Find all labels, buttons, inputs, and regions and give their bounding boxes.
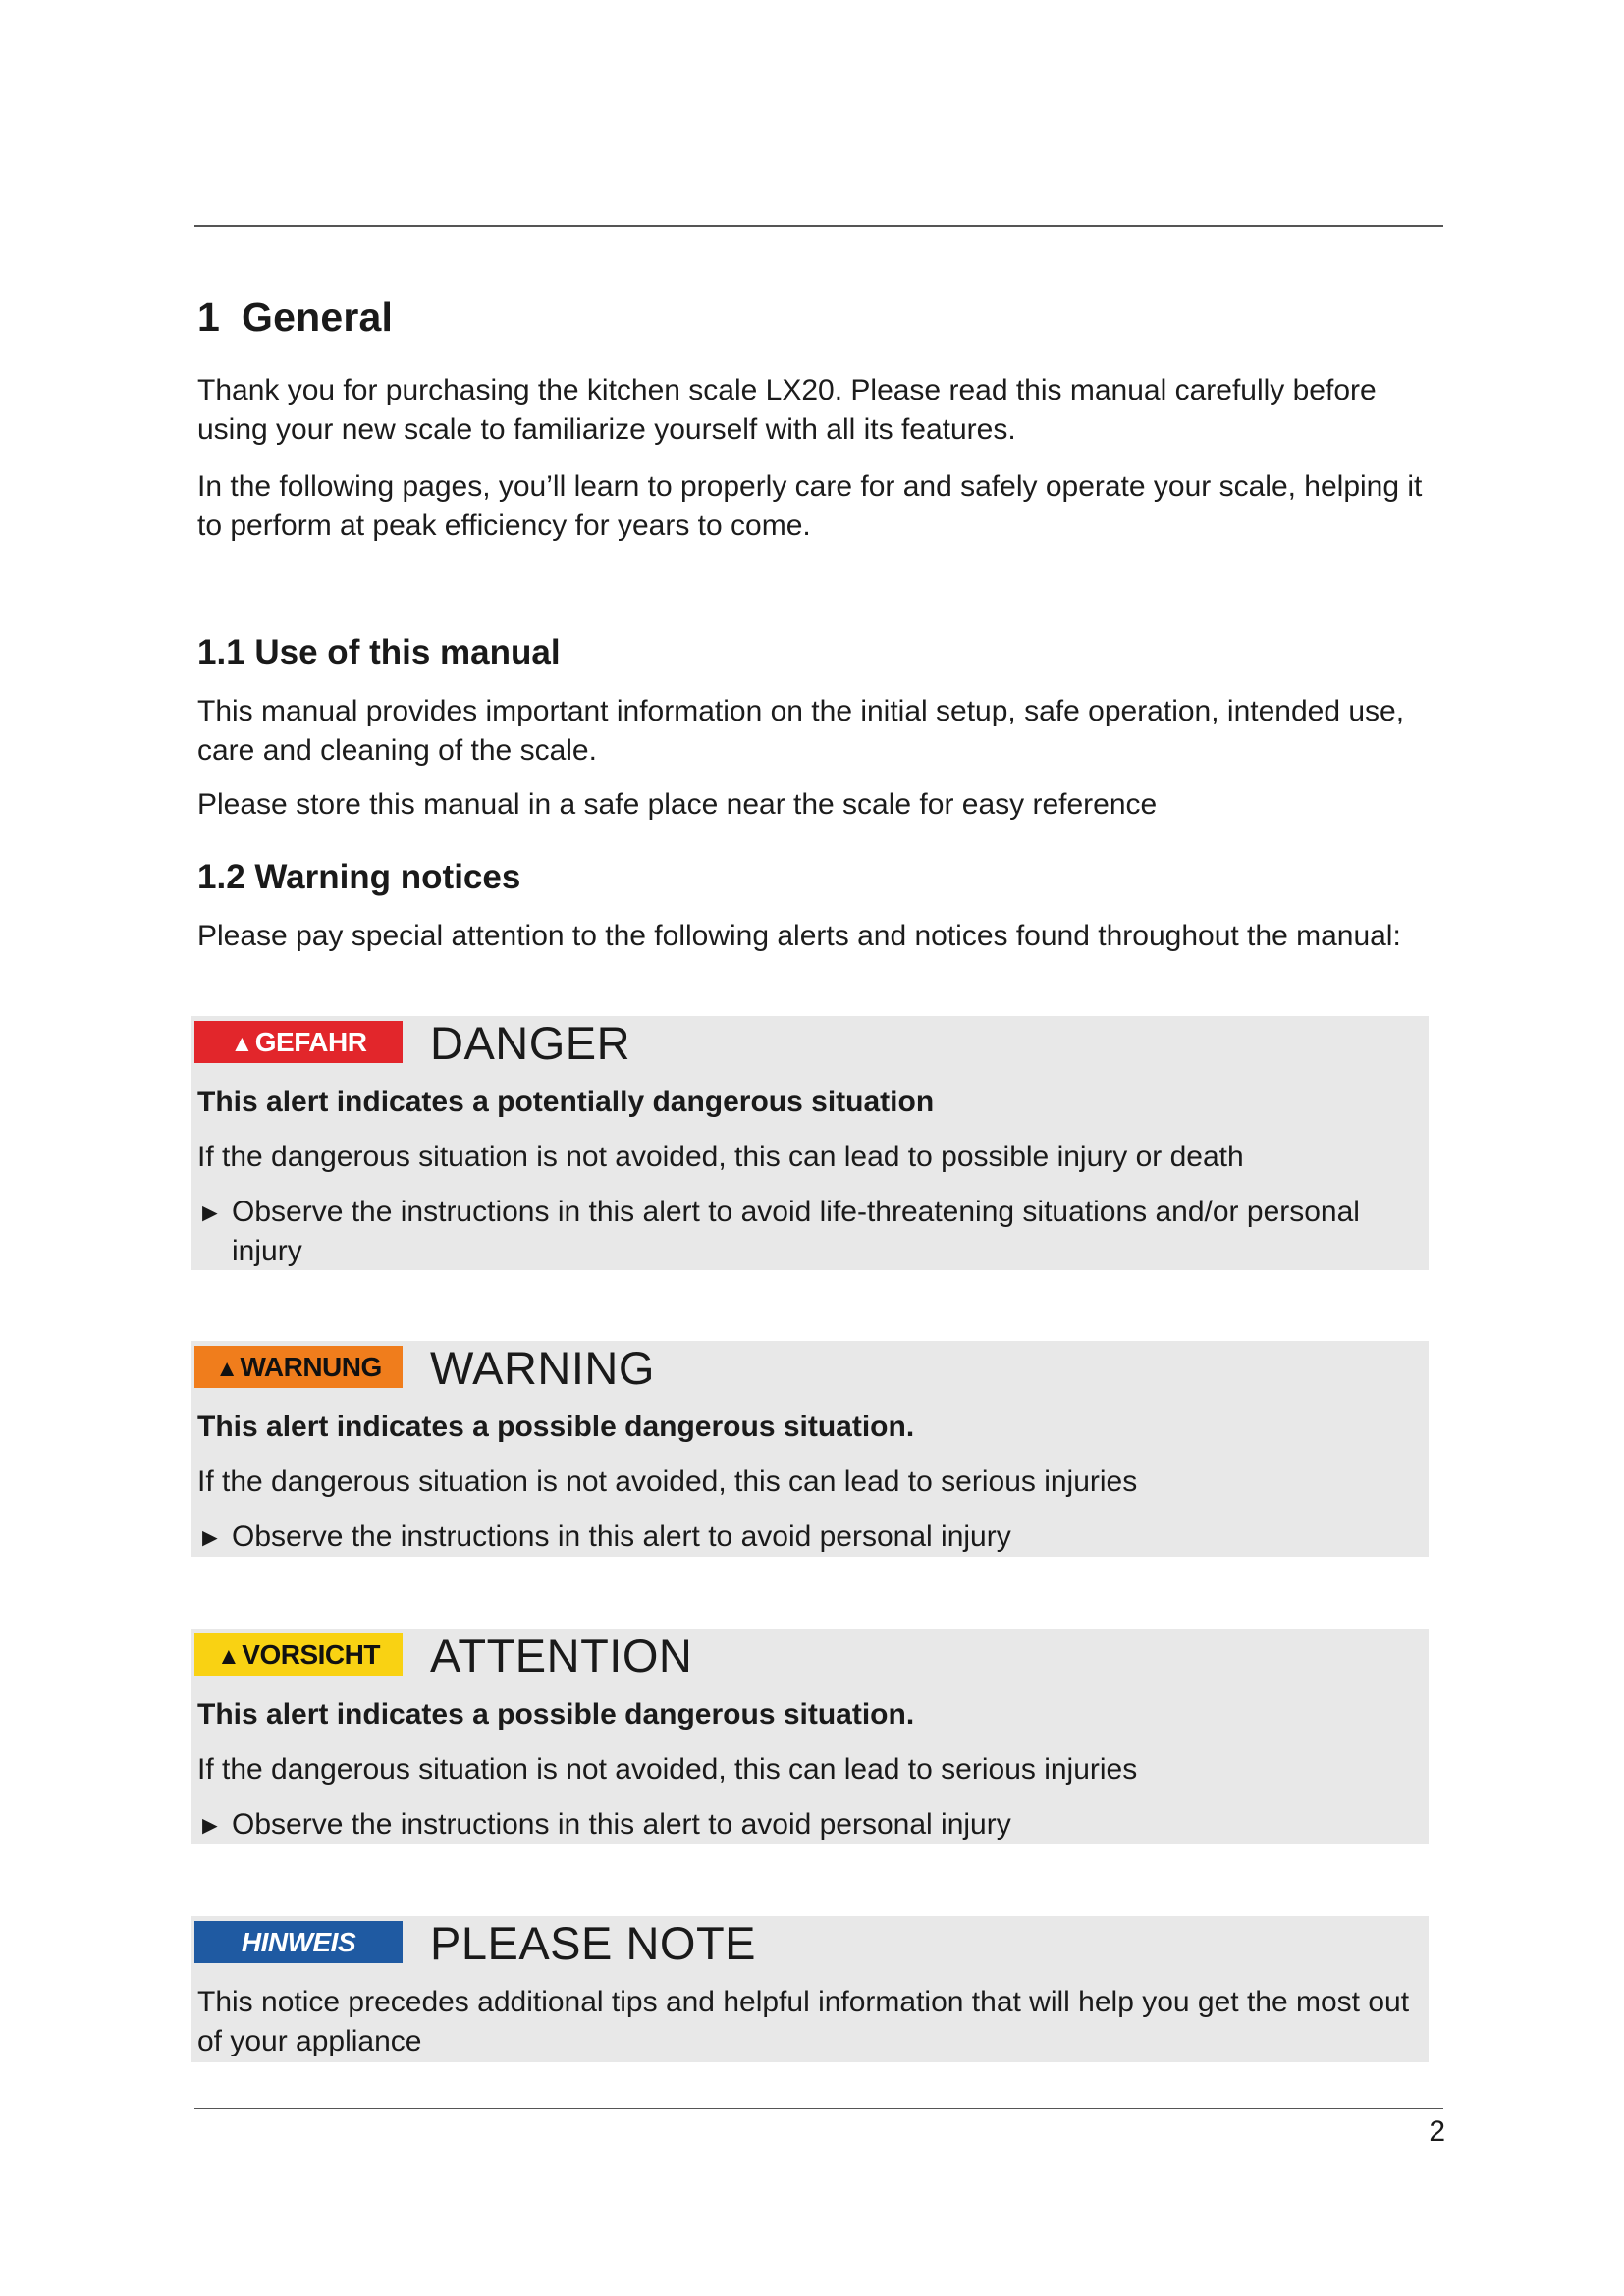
use-of-manual-paragraph-2: Please store this manual in a safe place near the scale for easy reference [197, 788, 1158, 821]
warnung-badge [194, 1346, 403, 1388]
attention-instruction [197, 1805, 1436, 1844]
header-rule [194, 225, 1443, 227]
intro-paragraph-1: Thank you for purchasing the kitchen scale LX20. Please read this manual carefully before using your new scale to familiarize yourself with all its features. [197, 374, 1377, 446]
warning-triangle-icon: ▲ [230, 1031, 253, 1057]
gefahr-badge [194, 1021, 403, 1063]
danger-lead: This alert indicates a potentially dangerous situation [197, 1086, 935, 1118]
warning-instruction [197, 1518, 1436, 1557]
section-heading [197, 294, 393, 341]
section-number: 1 [197, 294, 221, 340]
danger-alert [191, 1016, 1429, 1270]
please-note-alert [191, 1916, 1429, 2062]
bullet-arrow-icon: ► [197, 1522, 223, 1552]
use-of-manual-paragraph-1: This manual provides important information on the initial setup, safe operation, intended use, care and cleaning of the scale. [197, 695, 1405, 767]
please-note-title: PLEASE NOTE [430, 1917, 756, 1969]
warning-alert [191, 1341, 1429, 1557]
warning-notices-intro: Please pay special attention to the following alerts and notices found throughout the manual: [197, 920, 1401, 952]
attention-text: If the dangerous situation is not avoided, this can lead to serious injuries [197, 1753, 1138, 1786]
please-note-text: This notice precedes additional tips and helpful information that will help you get the most out of your appliance [197, 1986, 1410, 2057]
vorsicht-badge-label: VORSICHT [242, 1639, 380, 1670]
warnung-badge-label: WARNUNG [240, 1352, 382, 1382]
gefahr-badge-label: GEFAHR [254, 1027, 367, 1057]
warning-triangle-icon: ▲ [215, 1356, 239, 1382]
attention-instruction-text: Observe the instructions in this alert to avoid personal injury [232, 1808, 1011, 1841]
intro-paragraph-2: In the following pages, you’ll learn to properly care for and safely operate your scale, helping it to perform at peak efficiency for years to come. [197, 470, 1423, 542]
attention-title: ATTENTION [430, 1629, 693, 1682]
danger-instruction-text: Observe the instructions in this alert to avoid life-threatening situations and/or personal injury [232, 1196, 1360, 1267]
warning-triangle-icon: ▲ [217, 1643, 241, 1670]
danger-title: DANGER [430, 1017, 631, 1069]
subsection-heading-warning-notices: 1.2 Warning notices [197, 858, 521, 896]
warning-instruction-text: Observe the instructions in this alert to avoid personal injury [232, 1521, 1011, 1553]
danger-instruction [197, 1193, 1436, 1271]
footer-rule [194, 2108, 1443, 2109]
bullet-arrow-icon: ► [197, 1198, 223, 1227]
warning-title: WARNING [430, 1342, 655, 1394]
subsection-heading-use-of-manual: 1.1 Use of this manual [197, 633, 561, 671]
attention-alert [191, 1629, 1429, 1844]
section-title: General [242, 294, 394, 340]
danger-text: If the dangerous situation is not avoided, this can lead to possible injury or death [197, 1141, 1244, 1173]
bullet-arrow-icon: ► [197, 1810, 223, 1840]
hinweis-badge: HINWEIS [194, 1921, 403, 1963]
vorsicht-badge [194, 1633, 403, 1676]
warning-lead: This alert indicates a possible dangerous situation. [197, 1411, 915, 1443]
page-number: 2 [1429, 2115, 1445, 2148]
attention-lead: This alert indicates a possible dangerous situation. [197, 1698, 915, 1731]
warning-text: If the dangerous situation is not avoided, this can lead to serious injuries [197, 1466, 1138, 1498]
